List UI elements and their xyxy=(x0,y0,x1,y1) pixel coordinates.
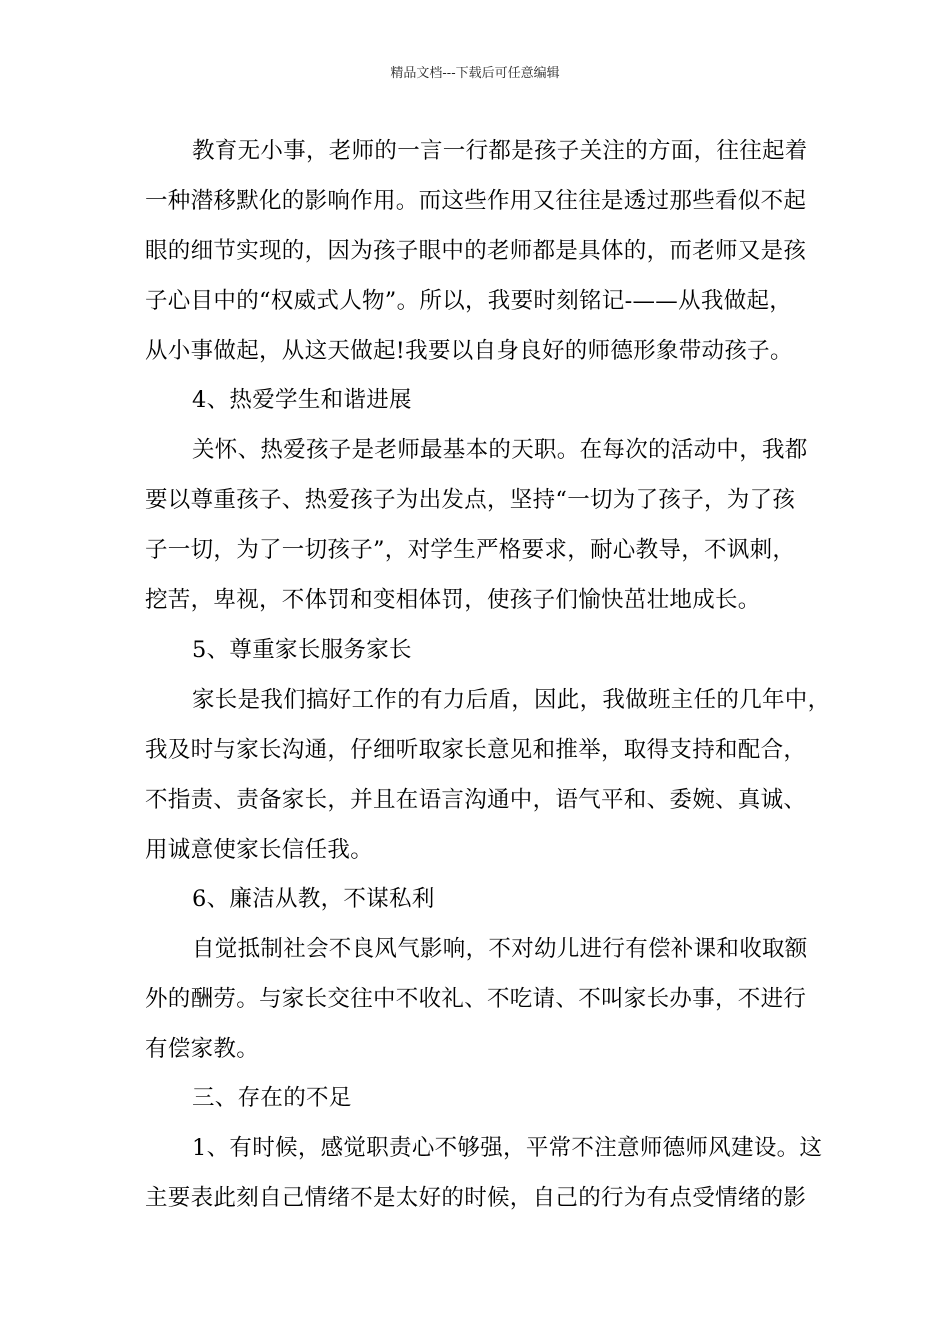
paragraph-3-line-4: 用诚意使家长信任我。 xyxy=(145,837,374,863)
paragraph-3-line-3: 不指责、责备家长，并且在语言沟通中，语气平和、委婉、真诚、 xyxy=(145,787,807,813)
paragraph-4-line-3: 有偿家教。 xyxy=(145,1036,260,1062)
paragraph-3-line-2: 我及时与家长沟通，仔细听取家长意见和推举，取得支持和配合， xyxy=(145,737,807,763)
section-heading-5: 5、尊重家长服务家长 xyxy=(192,637,412,663)
paragraph-1-line-1: 教育无小事，老师的一言一行都是孩子关注的方面，往往起着 xyxy=(192,138,808,164)
section-heading-6: 6、廉洁从教，不谋私利 xyxy=(192,886,435,912)
paragraph-5-line-2: 主要表此刻自己情绪不是太好的时候，自己的行为有点受情绪的影 xyxy=(145,1185,807,1211)
paragraph-1-line-3: 眼的细节实现的，因为孩子眼中的老师都是具体的，而老师又是孩 xyxy=(145,238,807,264)
paragraph-2-line-3: 子一切，为了一切孩子”，对学生严格要求，耐心教导，不讽刺， xyxy=(145,537,796,563)
section-heading-3: 三、存在的不足 xyxy=(192,1085,352,1111)
paragraph-4-line-2: 外的酬劳。与家长交往中不收礼、不吃请、不叫家长办事，不进行 xyxy=(145,986,807,1012)
paragraph-2-line-1: 关怀、热爱孩子是老师最基本的天职。在每次的活动中，我都 xyxy=(192,437,808,463)
paragraph-3-line-1: 家长是我们搞好工作的有力后盾，因此，我做班主任的几年中， xyxy=(192,687,831,713)
paragraph-1-line-5: 从小事做起，从这天做起!我要以自身良好的师德形象带动孩子。 xyxy=(145,338,793,364)
paragraph-1-line-2: 一种潜移默化的影响作用。而这些作用又往往是透过那些看似不起 xyxy=(145,188,807,214)
paragraph-1-line-4: 子心目中的“权威式人物”。所以，我要时刻铭记-——从我做起， xyxy=(145,288,793,314)
paragraph-2-line-2: 要以尊重孩子、热爱孩子为出发点，坚持“一切为了孩子，为了孩 xyxy=(145,487,796,513)
paragraph-5-line-1: 1、有时候，感觉职责心不够强，平常不注意师德师风建设。这 xyxy=(192,1135,823,1161)
paragraph-2-line-4: 挖苦，卑视，不体罚和变相体罚，使孩子们愉快茁壮地成长。 xyxy=(145,587,761,613)
page-header: 精品文档---下载后可任意编辑 xyxy=(390,66,560,81)
paragraph-4-line-1: 自觉抵制社会不良风气影响，不对幼儿进行有偿补课和收取额 xyxy=(192,936,808,962)
section-heading-4: 4、热爱学生和谐进展 xyxy=(192,387,412,413)
